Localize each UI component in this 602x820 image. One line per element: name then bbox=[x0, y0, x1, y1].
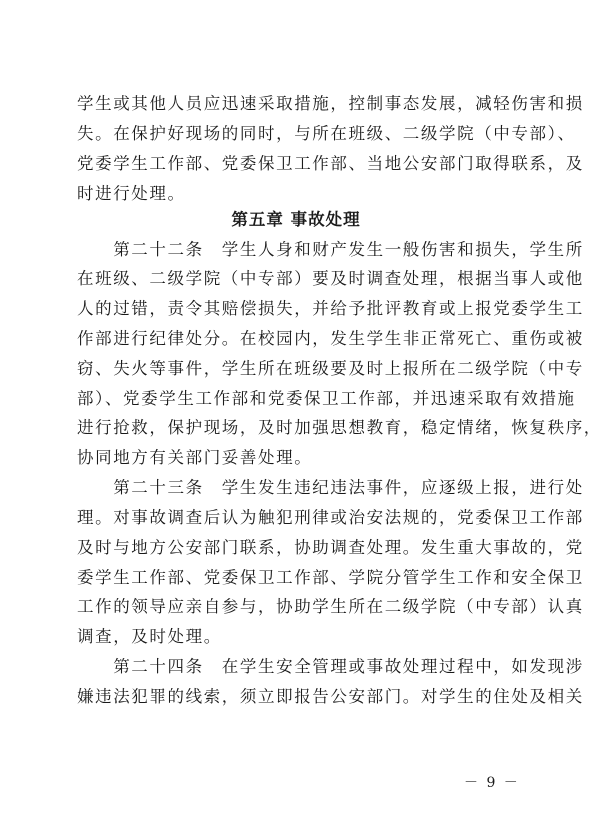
text-line: 作部进行纪律处分。在校园内，发生学生非正常死亡、重伤或被 bbox=[77, 329, 584, 348]
text-line: 窃、失火等事件，学生所在班级要及时上报所在二级学院（中专 bbox=[77, 359, 584, 378]
page-number: － 9 － bbox=[464, 775, 520, 791]
text-line: 学生或其他人员应迅速采取措施，控制事态发展，减轻伤害和损 bbox=[77, 94, 584, 113]
text-line: 委学生工作部、党委保卫工作部、学院分管学生工作和安全保卫 bbox=[77, 568, 584, 587]
text-line: 第二十二条 学生人身和财产发生一般伤害和损失，学生所 bbox=[77, 240, 584, 259]
text-line: 党委学生工作部、党委保卫工作部、当地公安部门取得联系，及 bbox=[77, 154, 584, 173]
text-line: 协同地方有关部门妥善处理。 bbox=[77, 448, 313, 467]
text-line: 人的过错，责令其赔偿损失，并给予批评教育或上报党委学生工 bbox=[77, 299, 584, 318]
text-line: 第二十三条 学生发生违纪违法事件，应逐级上报，进行处 bbox=[77, 478, 584, 497]
text-line: 时进行处理。 bbox=[77, 184, 186, 203]
text-line: 工作的领导应亲自参与，协助学生所在二级学院（中专部）认真 bbox=[77, 597, 584, 616]
text-line: 及时与地方公安部门联系，协助调查处理。发生重大事故的，党 bbox=[77, 538, 584, 557]
text-line: 第二十四条 在学生安全管理或事故处理过程中，如发现涉 bbox=[77, 657, 584, 676]
text-line: 失。在保护好现场的同时，与所在班级、二级学院（中专部）、 bbox=[77, 124, 576, 143]
text-line: 在班级、二级学院（中专部）要及时调查处理，根据当事人或他 bbox=[77, 269, 584, 288]
text-line: 嫌违法犯罪的线索，须立即报告公安部门。对学生的住处及相关 bbox=[77, 687, 584, 706]
text-line: 调查，及时处理。 bbox=[77, 627, 222, 646]
text-line: 理。对事故调查后认为触犯刑律或治安法规的，党委保卫工作部 bbox=[77, 508, 584, 527]
chapter-heading: 第五章 事故处理 bbox=[231, 210, 361, 229]
text-line: 部）、党委学生工作部和党委保卫工作部，并迅速采取有效措施 bbox=[77, 389, 576, 408]
text-line: 进行抢救，保护现场，及时加强思想教育，稳定情绪，恢复秩序， bbox=[77, 418, 602, 437]
